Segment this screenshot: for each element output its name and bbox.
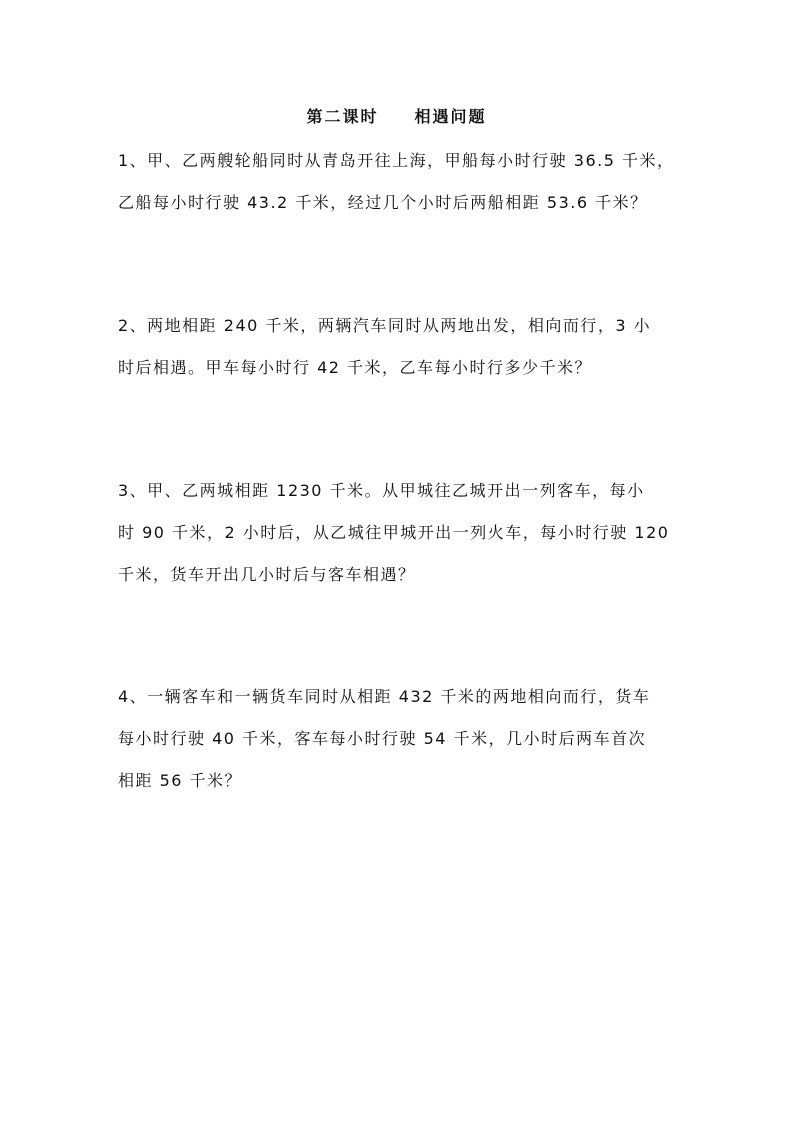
- problem-line: 4、一辆客车和一辆货车同时从相距 432 千米的两地相向而行，货车: [118, 687, 651, 706]
- problem-line: 乙船每小时行驶 43.2 千米，经过几个小时后两船相距 53.6 千米？: [118, 193, 648, 212]
- page-title: 第二课时 相遇问题: [306, 107, 487, 126]
- problem-4: [118, 676, 678, 802]
- problem-2: [118, 305, 678, 389]
- problem-line: 每小时行驶 40 千米，客车每小时行驶 54 千米，几小时后两车首次: [118, 729, 647, 748]
- problem-line: 2、两地相距 240 千米，两辆汽车同时从两地出发，相向而行，3 小: [118, 316, 652, 335]
- problem-line: 时后相遇。甲车每小时行 42 千米，乙车每小时行多少千米？: [118, 358, 593, 377]
- problem-line: 相距 56 千米？: [118, 771, 243, 790]
- problem-line: 1、甲、乙两艘轮船同时从青岛开往上海，甲船每小时行驶 36.5 千米，: [118, 151, 675, 170]
- problem-3: [118, 470, 678, 596]
- problem-1: [118, 140, 678, 224]
- problem-line: 时 90 千米，2 小时后，从乙城往甲城开出一列火车，每小时行驶 120: [118, 523, 670, 542]
- problem-line: 3、甲、乙两城相距 1230 千米。从甲城往乙城开出一列客车，每小: [118, 481, 645, 500]
- problem-line: 千米，货车开出几小时后与客车相遇？: [118, 565, 416, 584]
